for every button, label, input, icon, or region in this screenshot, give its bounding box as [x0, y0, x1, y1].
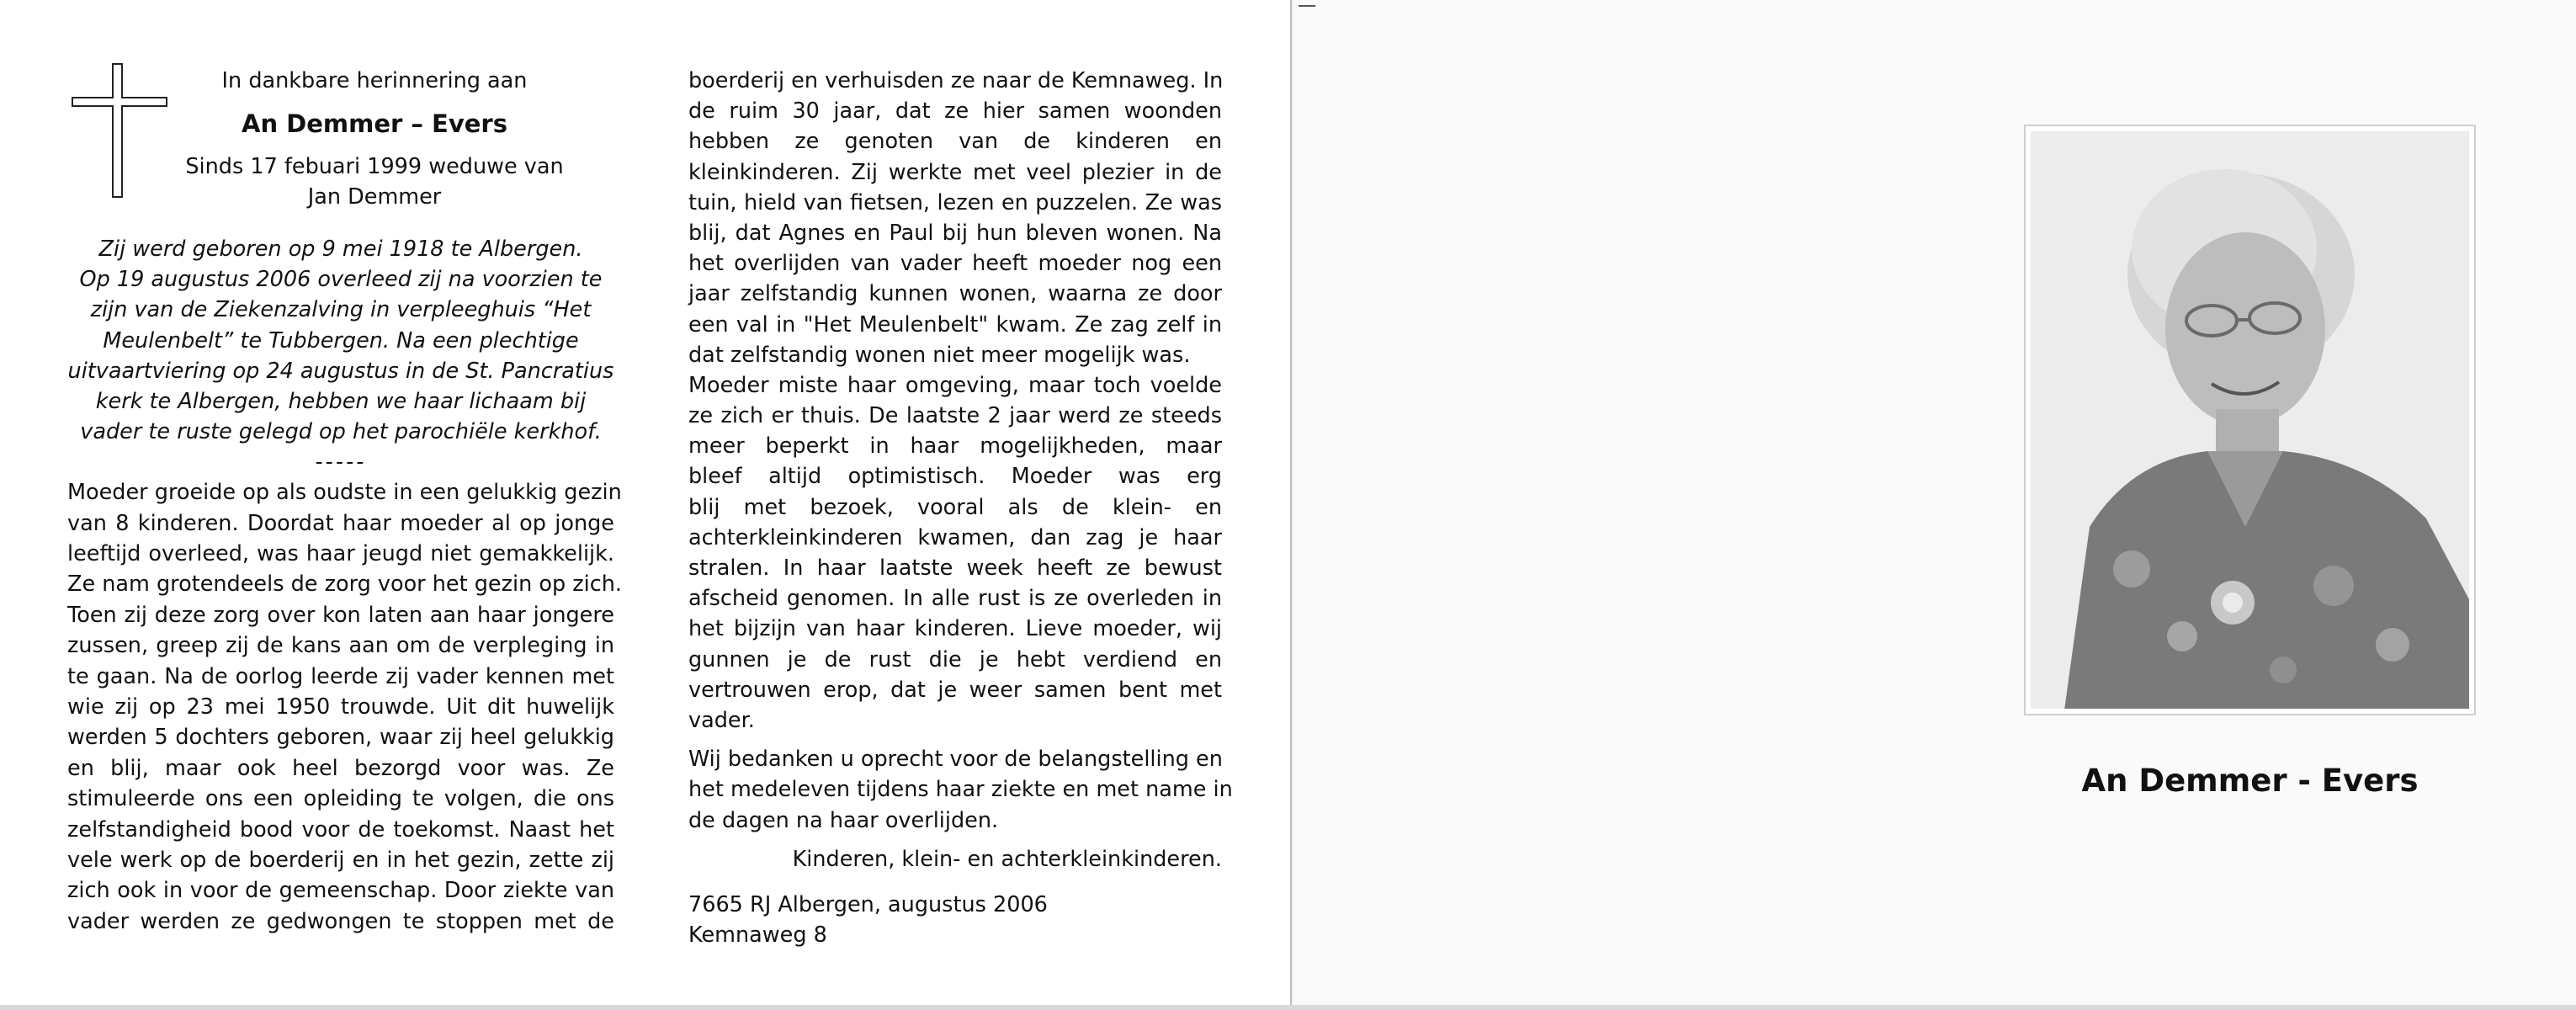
address-line: Kemnaweg 8: [688, 922, 827, 948]
portrait-photo: [2031, 131, 2469, 709]
story-line: blij, dat Agnes en Paul bij hun bleven wonen. Na: [688, 220, 1222, 246]
story-line: vertrouwen erop, dat je weer samen bent met: [688, 677, 1222, 703]
story-line: stimuleerde ons een opleiding te volgen, die ons: [67, 786, 614, 812]
story-line: meer beperkt in haar mogelijkheden, maar: [688, 433, 1222, 460]
story-line: bleef altijd optimistisch. Moeder was erg: [688, 464, 1222, 490]
bio-line: zijn van de Ziekenzalving in verpleeghuis “Het: [90, 297, 592, 323]
story-line: wie zij op 23 mei 1950 trouwde. Uit dit huwelijk: [67, 694, 614, 720]
story-line: werden 5 dochters geboren, waar zij heel gelukkig: [67, 725, 614, 751]
address-line: 7665 RJ Albergen, augustus 2006: [688, 891, 1048, 917]
story-line: te gaan. Na de oorlog leerde zij vader kennen met: [67, 663, 614, 689]
bio-line: uitvaartviering op 24 augustus in de St. Pancratius: [67, 358, 614, 384]
left-column: [67, 66, 622, 937]
widow-line: Sinds 17 febuari 1999 weduwe van: [185, 154, 564, 179]
deceased-name: An Demmer – Evers: [242, 109, 507, 138]
bio-line: Op 19 augustus 2006 overleed zij na voorzien te: [79, 267, 603, 293]
portrait-frame: [2024, 125, 2476, 715]
scan-edge: [0, 1005, 2576, 1010]
story-line: hebben ze genoten van de kinderen en: [688, 129, 1222, 155]
story-line: de ruim 30 jaar, dat ze hier samen woonden: [688, 98, 1222, 125]
story-line: van 8 kinderen. Doordat haar moeder al op jonge: [67, 510, 614, 536]
story-line: Toen zij deze zorg over kon laten aan haar jongere: [67, 602, 614, 628]
story-line: kleinkinderen. Zij werkte met veel plezier in de: [688, 159, 1222, 185]
story-line: blij met bezoek, vooral als de klein- en: [688, 494, 1222, 520]
story-line: zelfstandigheid bood voor de toekomst. Naast het: [67, 816, 614, 843]
portrait-caption: An Demmer - Evers: [2081, 763, 2419, 799]
story-line: zussen, greep zij de kans aan om de verpleging in: [67, 633, 614, 659]
story-line: een val in "Het Meulenbelt" kwam. Ze zag zelf in: [688, 311, 1222, 338]
family-signature: Kinderen, klein- en achterkleinkinderen.: [792, 846, 1222, 872]
story-line: achterkleinkinderen kwamen, dan zag je haar: [688, 524, 1222, 550]
story-line: het overlijden van vader heeft moeder nog een: [688, 251, 1222, 277]
story-line: tuin, hield van fietsen, lezen en puzzelen. Ze was: [688, 189, 1222, 215]
story-line: Moeder groeide op als oudste in een gelukkig gezin: [67, 480, 622, 506]
bio-line: Meulenbelt” te Tubbergen. Na een plechtige: [103, 327, 579, 354]
story-paragraph-left: [67, 477, 622, 937]
story-line: vader werden ze gedwongen te stoppen met de: [67, 908, 614, 934]
memorial-header: [135, 66, 614, 212]
bio-line: vader te ruste gelegd op het parochiële kerkhof.: [80, 419, 602, 445]
bio-line: kerk te Albergen, hebben we haar lichaam bij: [95, 388, 587, 414]
husband-name: Jan Demmer: [307, 184, 442, 210]
bio-paragraph: [67, 234, 614, 447]
story-paragraph-middle: [688, 66, 1222, 736]
story-line: leeftijd overleed, was haar jeugd niet gemakkelijk.: [67, 541, 614, 567]
thanks-line: Wij bedanken u oprecht voor de belangstelling en: [688, 747, 1223, 773]
story-line: het bijzijn van haar kinderen. Lieve moeder, wij: [688, 616, 1222, 642]
story-line: jaar zelfstandig kunnen wonen, waarna ze door: [688, 281, 1222, 307]
story-line: vele werk op de boerderij en in het gezin, zette zij: [67, 848, 614, 873]
thanks-line: het medeleven tijdens haar ziekte en met name in: [688, 777, 1233, 803]
story-line: stralen. In haar laatste week heeft ze bewust: [688, 556, 1222, 581]
story-line: ze zich er thuis. De laatste 2 jaar werd ze steeds: [688, 403, 1222, 429]
story-line: vader.: [688, 707, 755, 733]
thanks-line: de dagen na haar overlijden.: [688, 807, 999, 833]
story-line: Moeder miste haar omgeving, maar toch voelde: [688, 372, 1222, 398]
story-line: gunnen je de rust die je hebt verdiend en: [688, 646, 1222, 672]
story-line: Ze nam grotendeels de zorg voor het gezin op zich.: [67, 571, 622, 598]
separator: -----: [315, 449, 367, 476]
story-line: en blij, maar ook heel bezorgd voor was. Ze: [67, 755, 614, 781]
middle-column: [688, 66, 1233, 950]
story-line: zich ook in voor de gemeenschap. Door ziekte van: [67, 878, 614, 904]
fold-mark: [1299, 5, 1315, 7]
thanks-paragraph: [688, 744, 1233, 836]
story-line: boerderij en verhuisden ze naar de Kemnaweg. In: [688, 68, 1224, 93]
bio-line: Zij werd geboren op 9 mei 1918 te Albergen.: [98, 237, 583, 262]
story-line: afscheid genomen. In alle rust is ze overleden in: [688, 586, 1222, 612]
address-block: [688, 890, 1222, 950]
intro-text: In dankbare herinnering aan: [221, 68, 528, 93]
story-line: dat zelfstandig wonen niet meer mogelijk was.: [688, 342, 1191, 368]
